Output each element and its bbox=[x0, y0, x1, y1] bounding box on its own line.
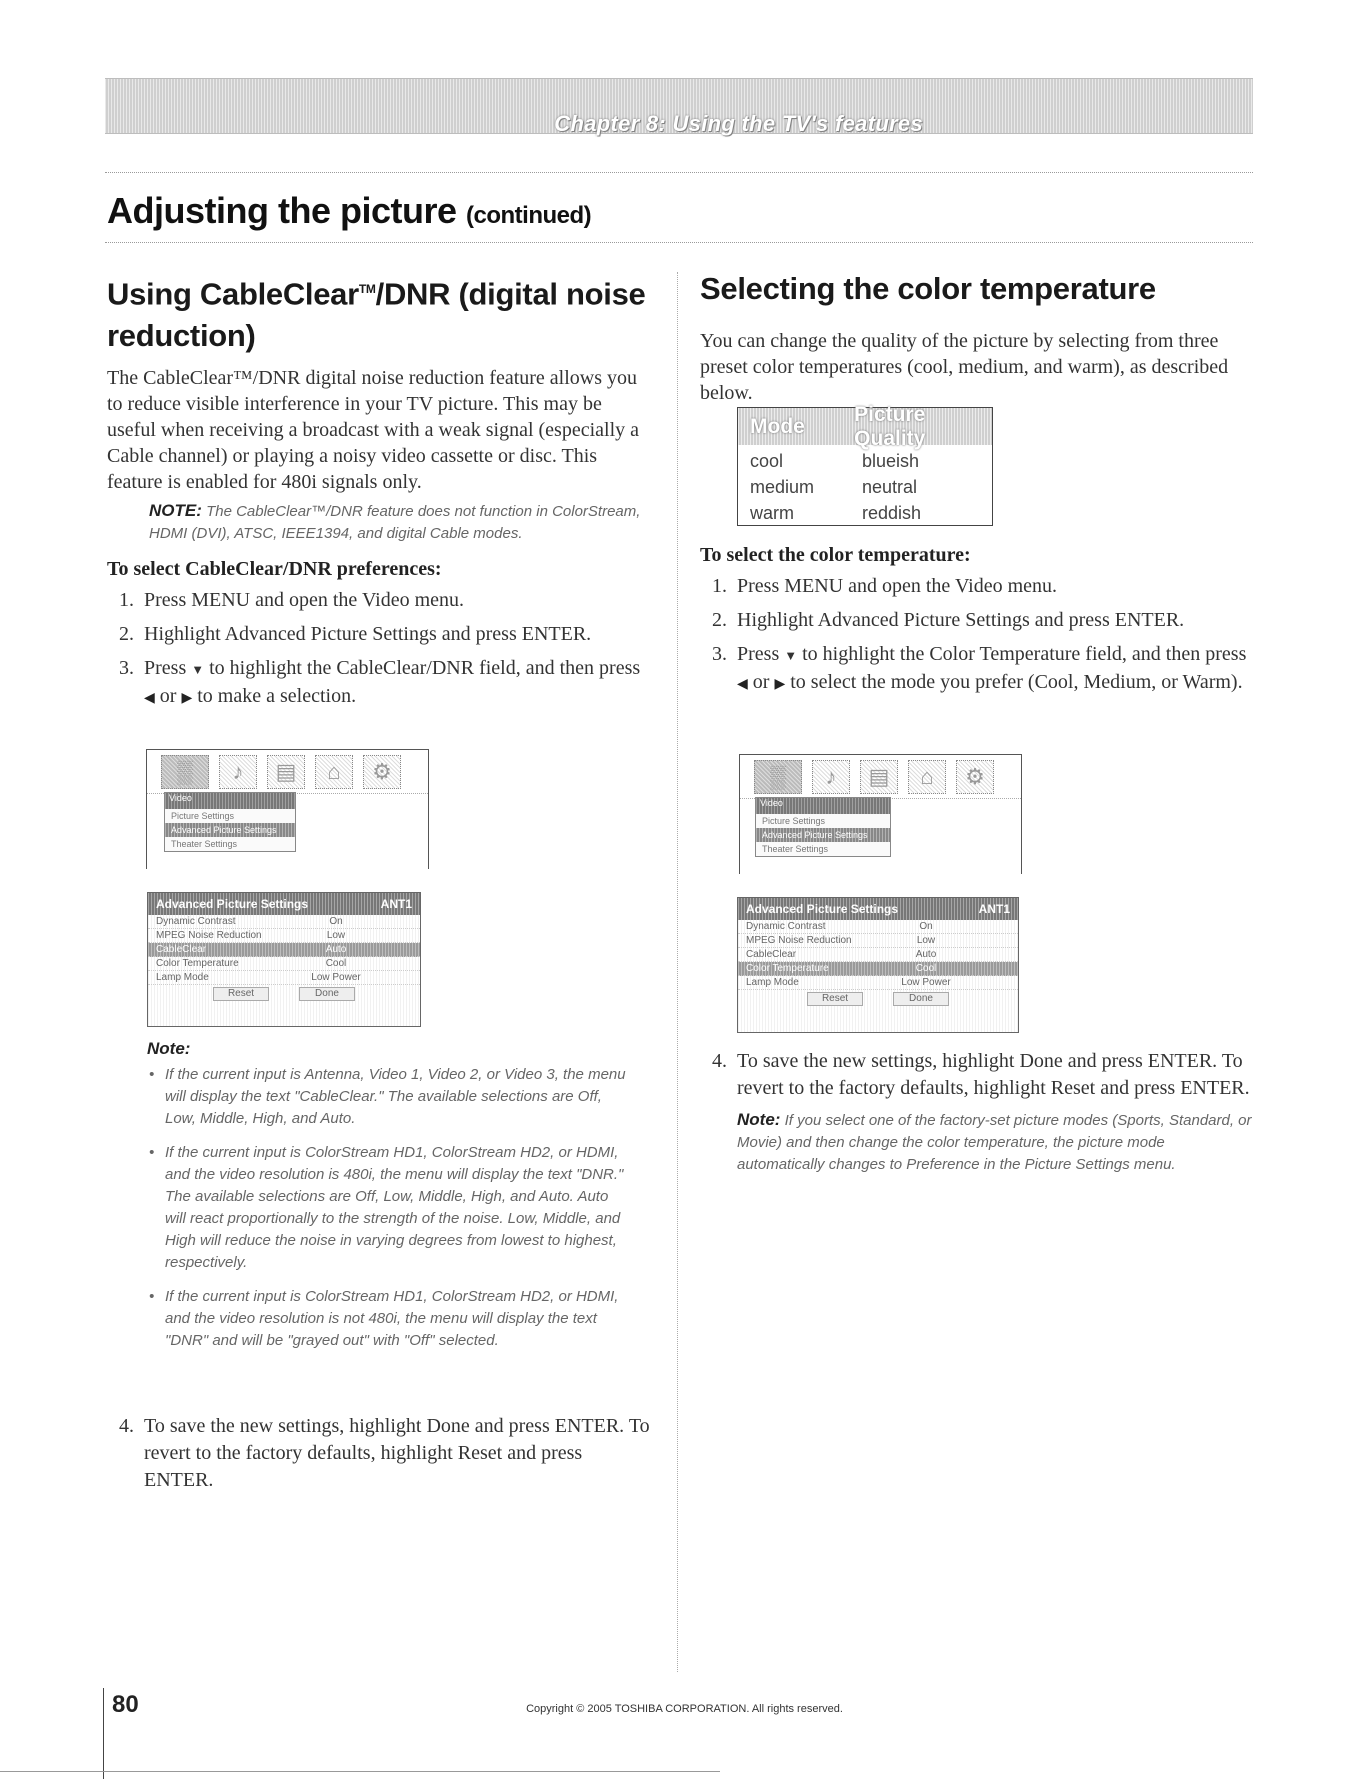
menu-item-advanced-picture-settings[interactable]: Advanced Picture Settings bbox=[165, 823, 295, 837]
right-steps-block bbox=[700, 544, 1255, 705]
preferences-icon: ▤ bbox=[267, 755, 305, 789]
aps-row-label: Lamp Mode bbox=[746, 977, 799, 988]
table-row bbox=[738, 474, 992, 500]
aps-row-dynamic-contrast[interactable] bbox=[738, 920, 1018, 934]
table-header bbox=[738, 402, 992, 450]
aps-buttons bbox=[148, 985, 420, 1003]
reset-button[interactable]: Reset bbox=[807, 992, 863, 1006]
top-rule bbox=[105, 172, 1253, 173]
step-text: Press MENU and open the Video menu. bbox=[737, 575, 1058, 597]
video-icon: ▒ bbox=[161, 755, 209, 789]
table-cell: warm bbox=[750, 502, 794, 523]
step-text: to highlight the Color Temperature field, and then press bbox=[797, 643, 1247, 665]
aps-row-label: Color Temperature bbox=[746, 963, 829, 974]
trademark: TM bbox=[358, 282, 376, 296]
note-item bbox=[147, 1142, 627, 1274]
advanced-picture-settings-left bbox=[147, 892, 421, 1027]
bullet-icon: • bbox=[149, 1144, 155, 1161]
heading-part: Using CableClear bbox=[107, 276, 359, 312]
step-text: to select the mode you prefer (Cool, Medium, or Warm). bbox=[785, 671, 1243, 693]
page-title-cont: (continued) bbox=[466, 202, 592, 229]
step-4-left bbox=[107, 1413, 652, 1501]
note-dnr bbox=[107, 500, 647, 545]
note-color-temperature bbox=[700, 1109, 1255, 1176]
step-text: to make a selection. bbox=[192, 685, 357, 708]
page-number: 80 bbox=[112, 1691, 139, 1718]
notes-label bbox=[147, 1038, 627, 1060]
advanced-picture-settings-right bbox=[737, 897, 1019, 1033]
notes-block bbox=[147, 1038, 627, 1352]
step-text: or bbox=[154, 685, 182, 708]
page-title-main: Adjusting the picture bbox=[107, 190, 457, 231]
step-number: 3. bbox=[119, 657, 134, 680]
section-heading-color-temperature: Selecting the color temperature bbox=[700, 271, 1156, 306]
note-label: Note: bbox=[147, 1039, 191, 1058]
note-item bbox=[147, 1064, 627, 1130]
menu-item-theater-settings[interactable]: Theater Settings bbox=[762, 844, 829, 854]
aps-title-bar bbox=[738, 898, 1018, 920]
aps-row-label: Color Temperature bbox=[156, 958, 239, 969]
aps-row-value: Low bbox=[326, 930, 346, 941]
step-1 bbox=[700, 573, 1255, 600]
note-item-text: If the current input is ColorStream HD1, ColorStream HD2, or HDMI, and the video resolution is not 480i, the menu will display the text "DNR" and will be "grayed out" with "Off" selected. bbox=[165, 1288, 619, 1349]
video-menu-title: Video bbox=[756, 798, 890, 814]
step-text: Press MENU and open the Video menu. bbox=[144, 589, 465, 612]
footer-bar bbox=[103, 1688, 104, 1779]
aps-row-value: Low Power bbox=[901, 977, 951, 988]
aps-title: Advanced Picture Settings bbox=[746, 902, 899, 916]
right-arrow-icon: ▶ bbox=[181, 691, 193, 707]
page-title bbox=[107, 190, 591, 232]
aps-row-label: MPEG Noise Reduction bbox=[156, 930, 262, 941]
input-badge: ANT1 bbox=[978, 902, 1010, 916]
step-number: 3. bbox=[712, 643, 727, 665]
left-arrow-icon: ◀ bbox=[144, 691, 155, 707]
right-arrow-icon: ▶ bbox=[774, 677, 786, 692]
chapter-banner bbox=[105, 78, 1253, 134]
bottom-rule bbox=[0, 1771, 720, 1772]
lock-icon: ⌂ bbox=[908, 760, 946, 794]
bullet-icon: • bbox=[149, 1288, 155, 1305]
menu-item-advanced-picture-settings[interactable]: Advanced Picture Settings bbox=[756, 828, 890, 842]
steps-color-temperature bbox=[700, 573, 1255, 698]
aps-row-label: CableClear bbox=[746, 949, 797, 960]
aps-row-lamp-mode[interactable] bbox=[148, 971, 420, 985]
table-cell: medium bbox=[750, 476, 815, 497]
aps-title: Advanced Picture Settings bbox=[156, 897, 309, 911]
aps-row-label: CableClear bbox=[156, 944, 207, 955]
done-button[interactable]: Done bbox=[299, 987, 355, 1001]
aps-row-value: Low Power bbox=[311, 972, 361, 983]
aps-row-mpeg-noise-reduction[interactable] bbox=[148, 929, 420, 943]
step-text: Press bbox=[737, 643, 785, 665]
table-cell: blueish bbox=[862, 450, 920, 471]
aps-row-label: Dynamic Contrast bbox=[746, 921, 826, 932]
intro-paragraph-right: You can change the quality of the picture by selecting from three preset color temperatures (cool, medium, and warm), as described below. bbox=[700, 330, 1229, 404]
aps-row-value: Low bbox=[916, 935, 936, 946]
step-2 bbox=[700, 607, 1255, 634]
audio-icon: ♪ bbox=[219, 755, 257, 789]
video-menu-screen-right bbox=[739, 754, 1022, 874]
step-number: 1. bbox=[119, 589, 134, 612]
table-cell: cool bbox=[750, 450, 784, 471]
table-row bbox=[738, 448, 992, 474]
note-label: NOTE: bbox=[149, 501, 202, 521]
column-divider bbox=[677, 272, 678, 1672]
step-2 bbox=[107, 621, 647, 648]
video-icon: ▒ bbox=[754, 760, 802, 794]
note-label: Note: bbox=[737, 1110, 781, 1129]
step-text: To save the new settings, highlight Done and press ENTER. To revert to the factory defaults, highlight Reset and press ENTER. bbox=[737, 1050, 1250, 1099]
heading-part: /DNR (digital noise reduction) bbox=[107, 276, 646, 354]
step-number: 2. bbox=[712, 609, 727, 631]
step-3 bbox=[107, 655, 647, 712]
note-item-text: If the current input is Antenna, Video 1, Video 2, or Video 3, the menu will display the text "CableClear." The available selections are Off, Low, Middle, High, and Auto. bbox=[165, 1066, 626, 1127]
note-text: If you select one of the factory-set picture modes (Sports, Standard, or Movie) and then change the color temperature, the picture mode automatically changes to Preference in the Picture Settings menu. bbox=[737, 1112, 1252, 1173]
aps-row-cableclear[interactable] bbox=[148, 943, 420, 957]
aps-row-dynamic-contrast[interactable] bbox=[148, 915, 420, 929]
left-arrow-icon: ◀ bbox=[737, 677, 748, 692]
chapter-title: Chapter 8: Using the TV's features bbox=[554, 111, 923, 136]
steps-cableclear bbox=[107, 587, 647, 712]
note-text: The CableClear™/DNR feature does not function in ColorStream, HDMI (DVI), ATSC, IEEE1394, and digital Cable modes. bbox=[149, 503, 641, 543]
step-number: 4. bbox=[712, 1050, 727, 1072]
step-text: to highlight the CableClear/DNR field, and then press bbox=[204, 657, 641, 680]
aps-row-label: MPEG Noise Reduction bbox=[746, 935, 852, 946]
audio-icon: ♪ bbox=[812, 760, 850, 794]
aps-row-color-temperature[interactable] bbox=[738, 962, 1018, 976]
table-cell: reddish bbox=[862, 502, 922, 523]
left-column bbox=[107, 268, 647, 719]
color-temperature-table bbox=[737, 402, 993, 526]
intro-paragraph: The CableClear™/DNR digital noise reduction feature allows you to reduce visible interference in your TV picture. This may be useful when receiving a broadcast with a weak signal (especially a Cable channel) or playing a noisy video cassette or disc. This feature is enabled for 480i signals only. bbox=[107, 367, 640, 494]
step-text: Highlight Advanced Picture Settings and press ENTER. bbox=[737, 609, 1185, 631]
step-text: Press bbox=[144, 657, 192, 680]
setup-icon: ⚙ bbox=[956, 760, 994, 794]
preferences-icon: ▤ bbox=[860, 760, 898, 794]
note-item-text: If the current input is ColorStream HD1, ColorStream HD2, or HDMI, and the video resolution is 480i, the menu will display the text "DNR." The available selections are Off, Low, Middle, High, and Auto. Auto will react proportionally to the strength of the noise. Low, Middle, and High will reduce the noise in varying degrees from lowest to highest, respectively. bbox=[165, 1144, 624, 1271]
lock-icon: ⌂ bbox=[315, 755, 353, 789]
aps-row-value: On bbox=[329, 916, 343, 927]
step-number: 4. bbox=[119, 1415, 134, 1437]
step-4 bbox=[700, 1048, 1255, 1102]
aps-row-lamp-mode[interactable] bbox=[738, 976, 1018, 990]
step-text: or bbox=[747, 671, 775, 693]
step-3 bbox=[700, 641, 1255, 698]
right-column bbox=[700, 268, 1255, 406]
aps-row-cableclear[interactable] bbox=[738, 948, 1018, 962]
table-header-cell: Picture Quality bbox=[854, 402, 926, 450]
table-header-cell: Mode bbox=[750, 414, 805, 438]
table-row bbox=[738, 500, 992, 526]
aps-row-value: Auto bbox=[915, 949, 937, 960]
notes-list bbox=[147, 1064, 627, 1352]
aps-row-label: Lamp Mode bbox=[156, 972, 209, 983]
step-text: Highlight Advanced Picture Settings and press ENTER. bbox=[144, 623, 592, 646]
step-1 bbox=[107, 587, 647, 614]
aps-row-value: On bbox=[919, 921, 933, 932]
subheading-color-temperature: To select the color temperature: bbox=[700, 544, 971, 566]
section-heading-cableclear bbox=[107, 268, 647, 357]
right-step4-block bbox=[700, 1048, 1255, 1176]
video-menu-screen-left bbox=[146, 749, 429, 869]
aps-buttons bbox=[738, 990, 1018, 1008]
video-menu-title: Video bbox=[165, 793, 295, 809]
aps-row-label: Dynamic Contrast bbox=[156, 916, 236, 927]
reset-button[interactable]: Reset bbox=[213, 987, 269, 1001]
step-4-right bbox=[700, 1048, 1255, 1102]
aps-title-bar bbox=[148, 893, 420, 915]
menu-item-theater-settings[interactable]: Theater Settings bbox=[171, 839, 238, 849]
input-badge: ANT1 bbox=[380, 897, 412, 911]
aps-row-mpeg-noise-reduction[interactable] bbox=[738, 934, 1018, 948]
down-arrow-icon: ▼ bbox=[191, 662, 205, 678]
step-text: To save the new settings, highlight Done and press ENTER. To revert to the factory defaults, highlight Reset and press ENTER. bbox=[144, 1415, 650, 1491]
setup-icon: ⚙ bbox=[363, 755, 401, 789]
subheading-cableclear: To select CableClear/DNR preferences: bbox=[107, 558, 442, 581]
note-item bbox=[147, 1286, 627, 1352]
video-menu bbox=[164, 792, 296, 852]
step-number: 1. bbox=[712, 575, 727, 597]
video-menu bbox=[755, 797, 891, 857]
aps-row-value: Cool bbox=[325, 958, 347, 969]
menu-icon-bar bbox=[740, 755, 1021, 799]
done-button[interactable]: Done bbox=[893, 992, 949, 1006]
table-cell: neutral bbox=[862, 476, 918, 497]
copyright: Copyright © 2005 TOSHIBA CORPORATION. All rights reserved. bbox=[526, 1703, 843, 1715]
step-number: 2. bbox=[119, 623, 134, 646]
aps-row-value: Cool bbox=[915, 963, 937, 974]
bullet-icon: • bbox=[149, 1066, 155, 1083]
aps-row-color-temperature[interactable] bbox=[148, 957, 420, 971]
menu-item-picture-settings[interactable]: Picture Settings bbox=[762, 816, 826, 826]
title-rule bbox=[105, 242, 1253, 243]
step-4 bbox=[107, 1413, 652, 1494]
menu-icon-bar bbox=[147, 750, 428, 794]
aps-row-value: Auto bbox=[325, 944, 347, 955]
down-arrow-icon: ▼ bbox=[784, 648, 798, 663]
menu-item-picture-settings[interactable]: Picture Settings bbox=[171, 811, 235, 821]
